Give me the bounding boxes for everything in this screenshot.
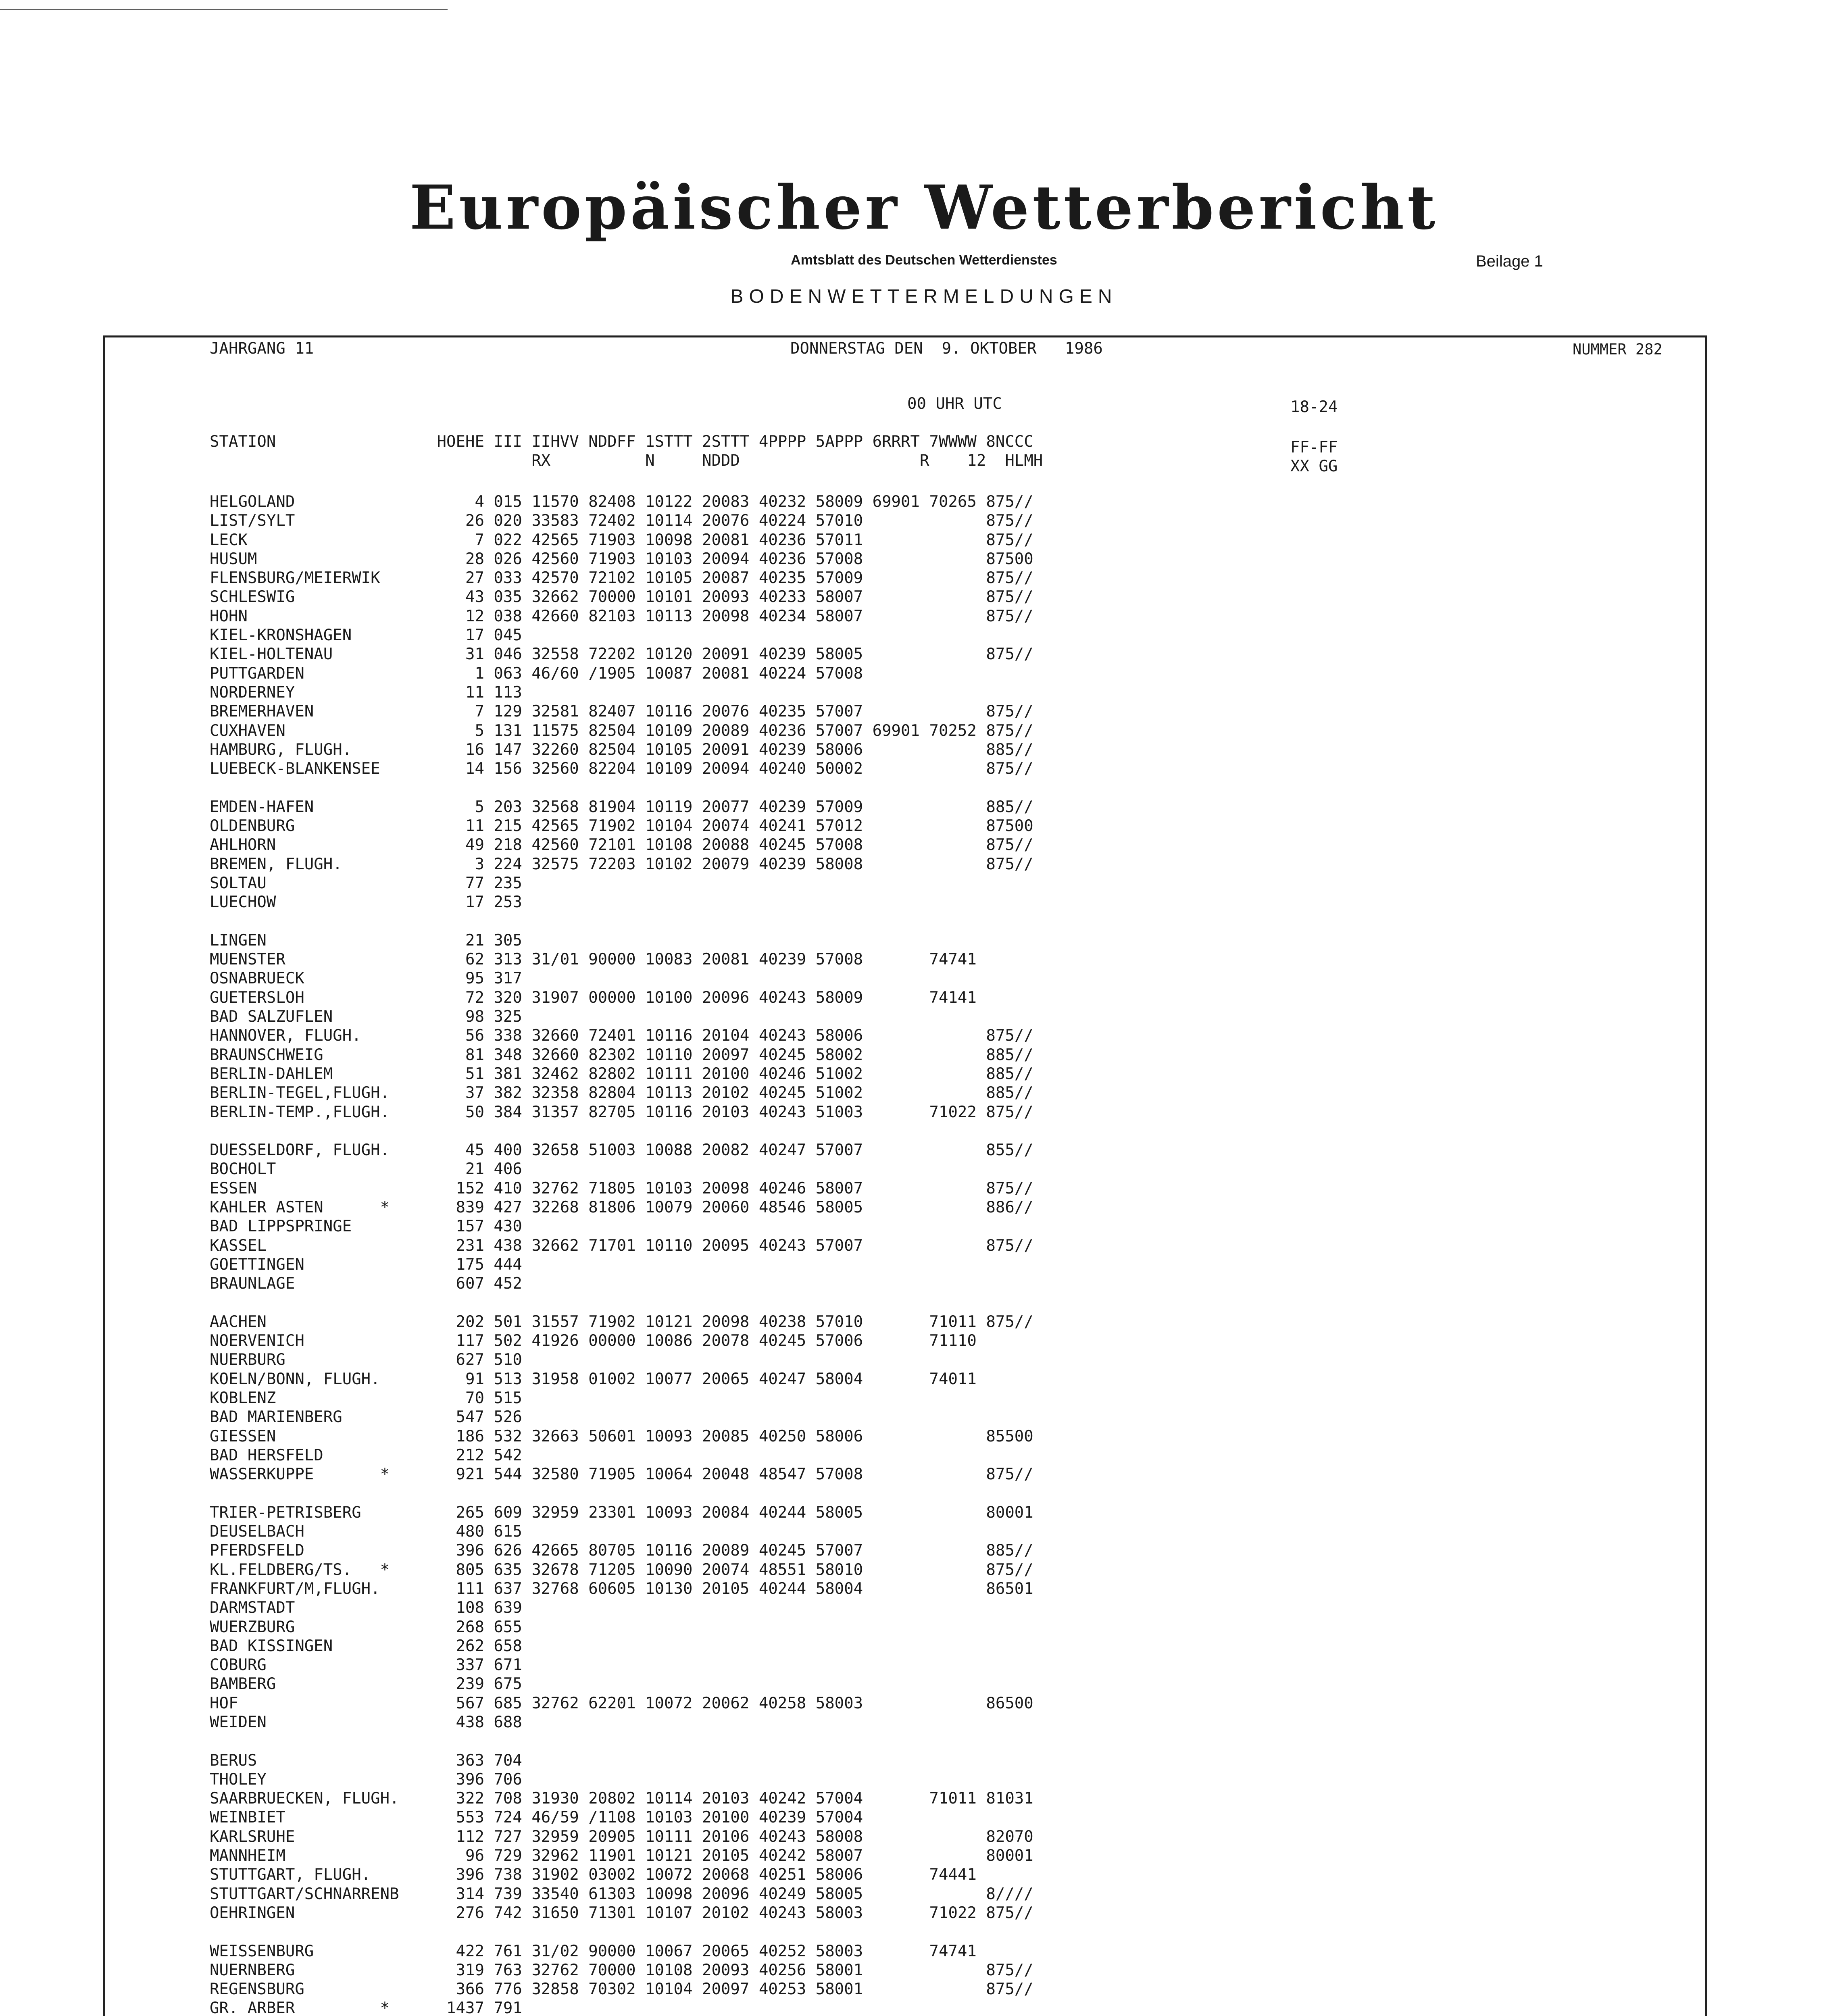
station-row: GIESSEN 186 532 32663 50601 10093 20085 40250 58006 85500 [210,1427,1033,1445]
section-heading: BODENWETTERMELDUNGEN [730,286,1118,307]
column-header-line-1: STATION HOEHE III IIHVV NDDFF 1STTT 2STTT 4PPPP 5APPP 6RRRT 7WWWW 8NCCC [210,433,1033,451]
station-row: KOELN/BONN, FLUGH. 91 513 31958 01002 10077 20065 40247 58004 74011 [210,1370,977,1388]
station-row: SOLTAU 77 235 [210,874,522,892]
station-row: SCHLESWIG 43 035 32662 70000 10101 20093 40233 58007 875// [210,588,1033,606]
station-row: WUERZBURG 268 655 [210,1618,522,1636]
station-row: KIEL-HOLTENAU 31 046 32558 72202 10120 20091 40239 58005 875// [210,645,1033,664]
group-separator [210,1484,1033,1503]
station-row: STUTTGART/SCHNARRENB 314 739 33540 61303 10098 20096 40249 58005 8//// [210,1885,1033,1903]
group-separator [210,778,1033,797]
station-row: WEINBIET 553 724 46/59 /1108 10103 20100 40239 57004 [210,1808,863,1827]
station-row: NOERVENICH 117 502 41926 00000 10086 20078 40245 57006 71110 [210,1332,977,1350]
station-row: COBURG 337 671 [210,1656,522,1674]
station-row: DEUSELBACH 480 615 [210,1522,522,1541]
station-row: WEISSENBURG 422 761 31/02 90000 10067 20065 40252 58003 74741 [210,1942,977,1960]
station-row: FLENSBURG/MEIERWIK 27 033 42570 72102 10105 20087 40235 57009 875// [210,569,1033,587]
station-row: BAD HERSFELD 212 542 [210,1446,522,1464]
station-row: BAD SALZUFLEN 98 325 [210,1008,522,1026]
station-row: ESSEN 152 410 32762 71805 10103 20098 40246 58007 875// [210,1179,1033,1198]
station-row: BRAUNSCHWEIG 81 348 32660 82302 10110 20097 40245 58002 885// [210,1045,1033,1064]
station-row: BREMEN, FLUGH. 3 224 32575 72203 10102 20079 40239 58008 875// [210,855,1033,873]
station-row: HAMBURG, FLUGH. 16 147 32260 82504 10105 20091 40239 58006 885// [210,740,1033,759]
station-row: LECK 7 022 42565 71903 10098 20081 40236 57011 875// [210,531,1033,549]
station-row: STUTTGART, FLUGH. 396 738 31902 03002 10072 20068 40251 58006 74441 [210,1866,977,1884]
station-row: HOF 567 685 32762 62201 10072 20062 40258 58003 86500 [210,1694,1033,1712]
station-row: KL.FELDBERG/TS. * 805 635 32678 71205 10090 20074 48551 58010 875// [210,1560,1033,1579]
station-row: BAD MARIENBERG 547 526 [210,1408,522,1427]
station-row: DUESSELDORF, FLUGH. 45 400 32658 51003 10088 20082 40247 57007 855// [210,1141,1033,1160]
station-row: BOCHOLT 21 406 [210,1160,522,1179]
jahrgang-label: JAHRGANG 11 [210,339,314,358]
station-row: MANNHEIM 96 729 32962 11901 10121 20105 40242 58007 80001 [210,1847,1033,1865]
station-row: LUECHOW 17 253 [210,893,522,912]
issue-number: NUMMER 282 [1573,341,1663,358]
column-header-ff: FF-FF [1290,438,1338,456]
station-row: TRIER-PETRISBERG 265 609 32959 23301 10093 20084 40244 58005 80001 [210,1503,1033,1522]
station-row: CUXHAVEN 5 131 11575 82504 10109 20089 40236 57007 69901 70252 875// [210,721,1033,740]
station-row: WEIDEN 438 688 [210,1713,522,1731]
observation-time: 00 UHR UTC [907,395,1002,413]
station-row: NUERBURG 627 510 [210,1351,522,1369]
station-row: OSNABRUECK 95 317 [210,969,522,988]
station-row: KARLSRUHE 112 727 32959 20905 10111 20106 40243 58008 82070 [210,1827,1033,1846]
station-row: OEHRINGEN 276 742 31650 71301 10107 20102 40243 58003 71022 875// [210,1904,1033,1922]
page-subtitle: Amtsblatt des Deutschen Wetterdienstes [791,252,1057,268]
station-row: BERLIN-TEGEL,FLUGH. 37 382 32358 82804 10113 20102 40245 51002 885// [210,1084,1033,1102]
station-row: AHLHORN 49 218 42560 72101 10108 20088 40245 57008 875// [210,836,1033,854]
station-row: KOBLENZ 70 515 [210,1389,522,1407]
station-row: NORDERNEY 11 113 [210,683,522,702]
time-range-label: 18-24 [1290,398,1338,416]
station-row: THOLEY 396 706 [210,1770,522,1789]
station-row: GR. ARBER * 1437 791 [210,1999,522,2016]
station-row: WASSERKUPPE * 921 544 32580 71905 10064 20048 48547 57008 875// [210,1465,1033,1484]
station-row: BRAUNLAGE 607 452 [210,1275,522,1293]
station-row: KASSEL 231 438 32662 71701 10110 20095 40243 57007 875// [210,1236,1033,1255]
station-row: MUENSTER 62 313 31/01 90000 10083 20081 40239 57008 74741 [210,950,977,969]
station-row: PFERDSFELD 396 626 42665 80705 10116 20089 40245 57007 885// [210,1541,1033,1560]
station-row: BAD KISSINGEN 262 658 [210,1637,522,1655]
column-header-line-2: RX N NDDD R 12 HLMH [210,452,1043,470]
station-table [210,492,1033,2016]
station-row: DARMSTADT 108 639 [210,1599,522,1617]
station-row: NUERNBERG 319 763 32762 70000 10108 20093 40256 58001 875// [210,1961,1033,1979]
station-row: SAARBRUECKEN, FLUGH. 322 708 31930 20802 10114 20103 40242 57004 71011 81031 [210,1789,1033,1808]
station-row: KAHLER ASTEN * 839 427 32268 81806 10079 20060 48546 58005 886// [210,1198,1033,1216]
supplement-label: Beilage 1 [1476,252,1543,270]
station-row: BAMBERG 239 675 [210,1675,522,1693]
station-row: EMDEN-HAFEN 5 203 32568 81904 10119 20077 40239 57009 885// [210,798,1033,816]
station-row: LUEBECK-BLANKENSEE 14 156 32560 82204 10109 20094 40240 50002 875// [210,760,1033,778]
group-separator [210,1922,1033,1941]
station-row: LINGEN 21 305 [210,931,522,950]
scan-edge-line [0,9,448,10]
station-row: BERLIN-DAHLEM 51 381 32462 82802 10111 20100 40246 51002 885// [210,1064,1033,1083]
station-row: BAD LIPPSPRINGE 157 430 [210,1217,522,1236]
station-row: BERUS 363 704 [210,1751,522,1770]
station-row: GUETERSLOH 72 320 31907 00000 10100 20096 40243 58009 74141 [210,988,977,1007]
column-header-xxgg: XX GG [1290,457,1338,475]
station-row: REGENSBURG 366 776 32858 70302 10104 20097 40253 58001 875// [210,1980,1033,1999]
issue-date: DONNERSTAG DEN 9. OKTOBER 1986 [790,339,1103,358]
station-row: PUTTGARDEN 1 063 46/60 /1905 10087 20081 40224 57008 [210,664,863,683]
station-row: HELGOLAND 4 015 11570 82408 10122 20083 40232 58009 69901 70265 875// [210,493,1033,511]
group-separator [210,912,1033,931]
page-title: Europäischer Wetterbericht [409,172,1439,243]
station-row: FRANKFURT/M,FLUGH. 111 637 32768 60605 10130 20105 40244 58004 86501 [210,1579,1033,1598]
station-row: HOHN 12 038 42660 82103 10113 20098 40234 58007 875// [210,607,1033,625]
station-row: GOETTINGEN 175 444 [210,1255,522,1274]
station-row: LIST/SYLT 26 020 33583 72402 10114 20076 40224 57010 875// [210,512,1033,530]
station-row: BREMERHAVEN 7 129 32581 82407 10116 20076 40235 57007 875// [210,702,1033,721]
station-row: KIEL-KRONSHAGEN 17 045 [210,626,522,645]
station-row: OLDENBURG 11 215 42565 71902 10104 20074 40241 57012 87500 [210,817,1033,835]
group-separator [210,1293,1033,1312]
station-row: HANNOVER, FLUGH. 56 338 32660 72401 10116 20104 40243 58006 875// [210,1027,1033,1045]
station-row: BERLIN-TEMP.,FLUGH. 50 384 31357 82705 10116 20103 40243 51003 71022 875// [210,1103,1033,1121]
group-separator [210,1122,1033,1141]
group-separator [210,1732,1033,1751]
station-row: AACHEN 202 501 31557 71902 10121 20098 40238 57010 71011 875// [210,1312,1033,1331]
station-row: HUSUM 28 026 42560 71903 10103 20094 40236 57008 87500 [210,550,1033,568]
